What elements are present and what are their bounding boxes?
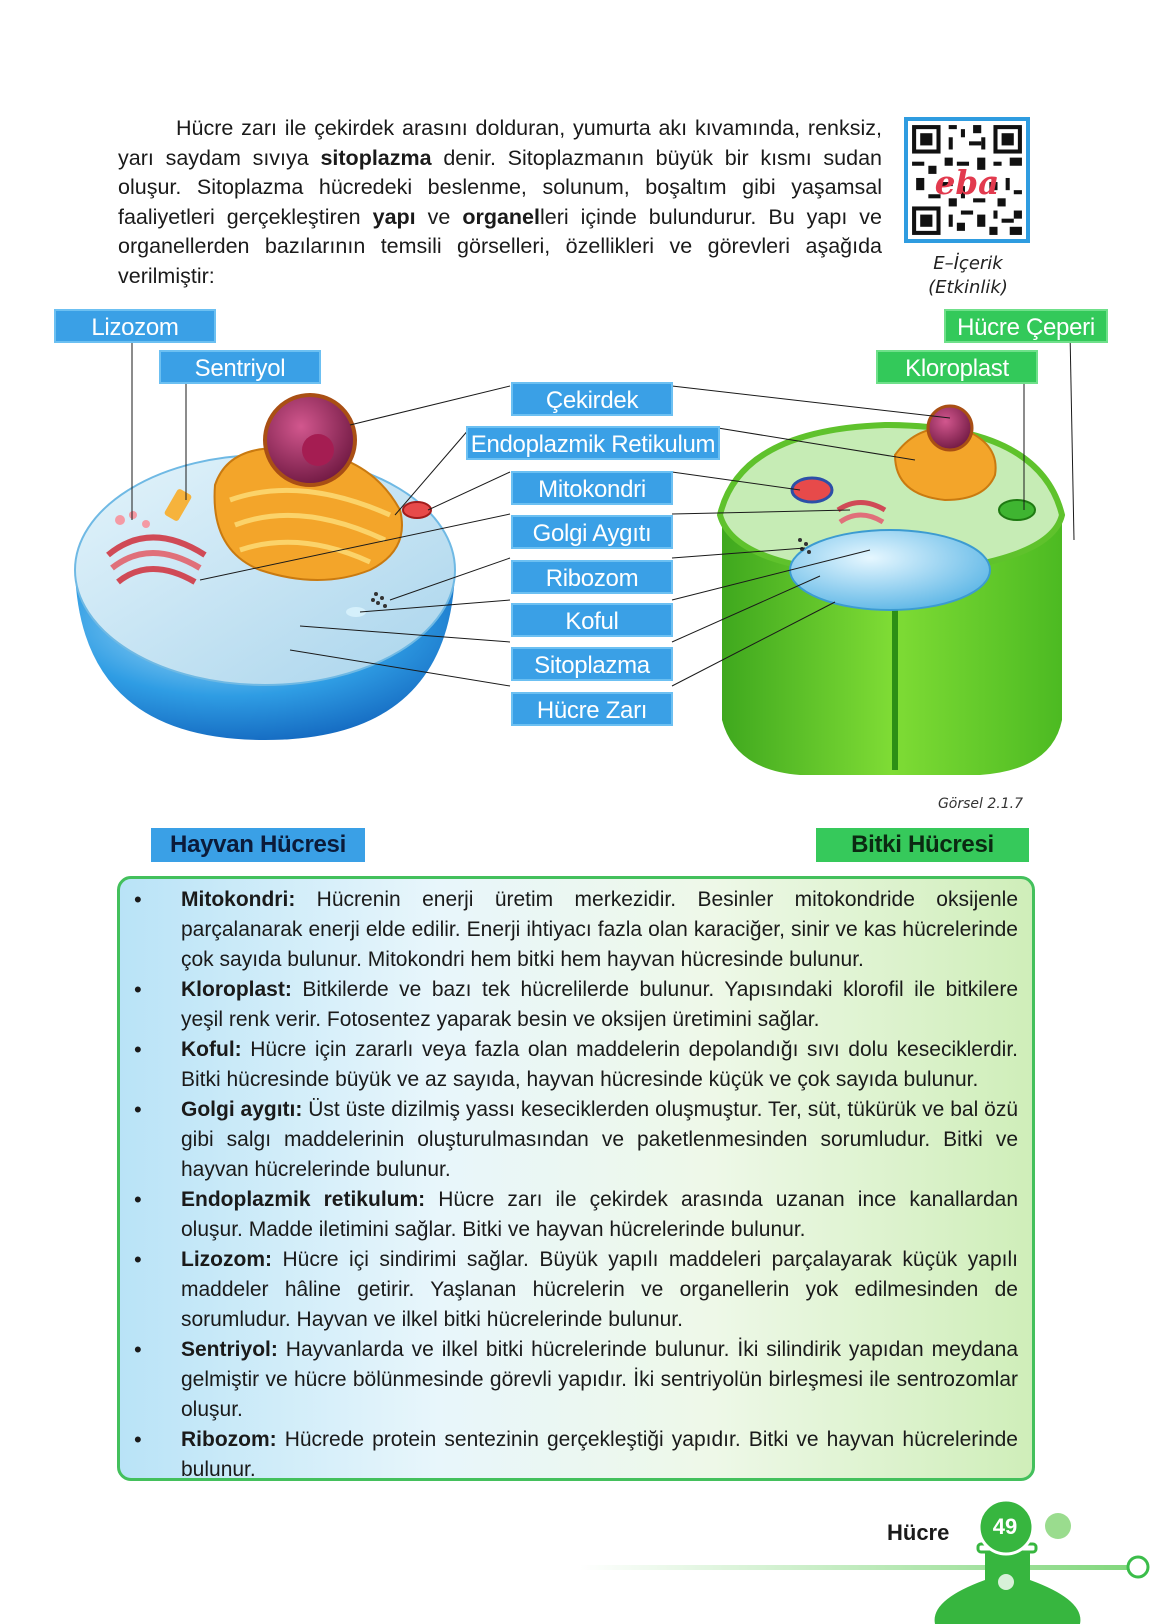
intro-text: ve (415, 204, 463, 229)
plant-vacuole (790, 530, 990, 610)
label-hucre-ceperi: Hücre Çeperi (944, 309, 1108, 343)
list-item (120, 885, 1018, 975)
qr-caption-line1: E–İçerik (933, 253, 1003, 274)
eba-logo: eba (934, 163, 1000, 203)
qr-caption (905, 252, 1031, 300)
label-lizozom: Lizozom (54, 309, 216, 343)
item-term: Kloroplast: (181, 978, 292, 1001)
footer-decoration (0, 1500, 1151, 1624)
qr-code[interactable] (904, 117, 1030, 243)
organelle-info-box (117, 876, 1035, 1481)
qr-caption-line2: (Etkinlik) (928, 277, 1008, 298)
organelle-list (120, 879, 1032, 1485)
item-text: Hücrenin enerji üretim merkezidir. Besinler mitokondride oksijenle parçalanarak enerji elde edilir. Enerji ihtiyacı fazla olan karaciğer, sinir ve kas hücrelerinde çok sayıda bulunur. Mitokondri hem bitki hem hayvan hücresinde bulunur. (181, 888, 1018, 971)
intro-text: leri içinde bulundurur. Bu yapı ve organellerden bazılarının temsili görselleri, özellikleri ve görevleri aşağıda verilmiştir: (118, 204, 882, 288)
list-item (120, 1185, 1018, 1245)
item-text: Hücre için zararlı veya fazla olan maddelerin depolandığı sıvı dolu keseciklerdir. Bitki hücresinde büyük ve az sayıda, hayvan hücresinde küçük ve çok sayıda bulunur. (181, 1038, 1018, 1091)
list-item (120, 1425, 1018, 1485)
item-text: Üst üste dizilmiş yassı keseciklerden oluşmuştur. Ter, süt, tükürük ve bal özü gibi salgı maddelerinin oluşturulmasından ve paketlenmesinden sorumludur. Bitki ve hayvan hücrelerinde bulunur. (181, 1098, 1019, 1181)
animal-nucleolus (302, 434, 334, 466)
label-sitoplazma: Sitoplazma (511, 647, 673, 681)
label-mitokondri: Mitokondri (511, 471, 673, 505)
list-item (120, 1335, 1018, 1425)
intro-paragraph (118, 114, 882, 292)
item-text: Hücre içi sindirimi sağlar. Büyük yapılı maddeleri parçalayarak küçük yapılı maddeler hâline getirir. Yaşlanan hücrelerin ve organellerin yok edilmesinden de sorumludur. Hayvan ve ilkel bitki hücrelerinde bulunur. (181, 1248, 1018, 1331)
label-hucre-zari: Hücre Zarı (511, 692, 673, 726)
plant-cell (720, 406, 1062, 775)
list-item (120, 1095, 1018, 1185)
figure-caption: Görsel 2.1.7 (937, 796, 1023, 812)
list-item (120, 1035, 1018, 1095)
list-item (120, 975, 1018, 1035)
plant-cell-title: Bitki Hücresi (816, 828, 1029, 862)
item-term: Endoplazmik retikulum: (181, 1188, 426, 1211)
item-term: Golgi aygıtı: (181, 1098, 303, 1121)
item-text: Hücre zarı ile çekirdek arasında uzanan ince kanallardan oluşur. Madde iletimini sağlar. Bitki ve hayvan hücrelerinde bulunur. (181, 1188, 1018, 1241)
label-golgi-aygiti: Golgi Aygıtı (511, 515, 673, 549)
plant-chloroplast (999, 500, 1035, 520)
label-cekirdek: Çekirdek (511, 382, 673, 416)
intro-text: denir. Sitoplazmanın büyük bir kısmı sudan oluşur. Sitoplazma hücredeki beslenme, solunum, boşaltım gibi yaşamsal faaliyetleri gerçekleştiren (118, 145, 882, 229)
term-sitoplazma: sitoplazma (320, 145, 432, 170)
item-text: Hayvanlarda ve ilkel bitki hücrelerinde bulunur. İki silindirik yapıdan meydana gelmiştir ve hücre bölünmesinde görevli yapıdır. İki sentriyolün birleşmesi ile sentrozomlar oluşur. (181, 1338, 1018, 1421)
label-endoplazmik-retikulum: Endoplazmik Retikulum (466, 426, 720, 460)
item-term: Ribozom: (181, 1428, 277, 1451)
item-text: Bitkilerde ve bazı tek hücrelilerde bulunur. Yapısındaki klorofil ile bitkilere yeşil renk verir. Fotosentez yaparak besin ve oksijen üretimini sağlar. (181, 978, 1018, 1031)
label-koful: Koful (511, 603, 673, 637)
item-term: Mitokondri: (181, 888, 296, 911)
animal-mitochondria (403, 502, 431, 518)
label-ribozom: Ribozom (511, 560, 673, 594)
term-yapi: yapı (372, 204, 416, 229)
item-term: Lizozom: (181, 1248, 272, 1271)
plant-nucleus (928, 406, 972, 450)
label-sentriyol: Sentriyol (159, 350, 321, 384)
item-term: Sentriyol: (181, 1338, 278, 1361)
item-text: Hücrede protein sentezinin gerçekleştiği yapıdır. Bitki ve hayvan hücrelerinde bulunur. (181, 1428, 1018, 1481)
label-kloroplast: Kloroplast (876, 350, 1038, 384)
animal-cell-title: Hayvan Hücresi (151, 828, 365, 862)
list-item (120, 1245, 1018, 1335)
qr-code-icon (908, 121, 1026, 239)
item-term: Koful: (181, 1038, 242, 1061)
page-number: 49 (992, 1514, 1018, 1539)
footer-chapter-title: Hücre (887, 1520, 950, 1545)
intro-text: Hücre zarı ile çekirdek arasını dolduran, yumurta akı kıvamında, renksiz, yarı saydam sıvıya (118, 116, 882, 170)
term-organel: organel (462, 204, 540, 229)
